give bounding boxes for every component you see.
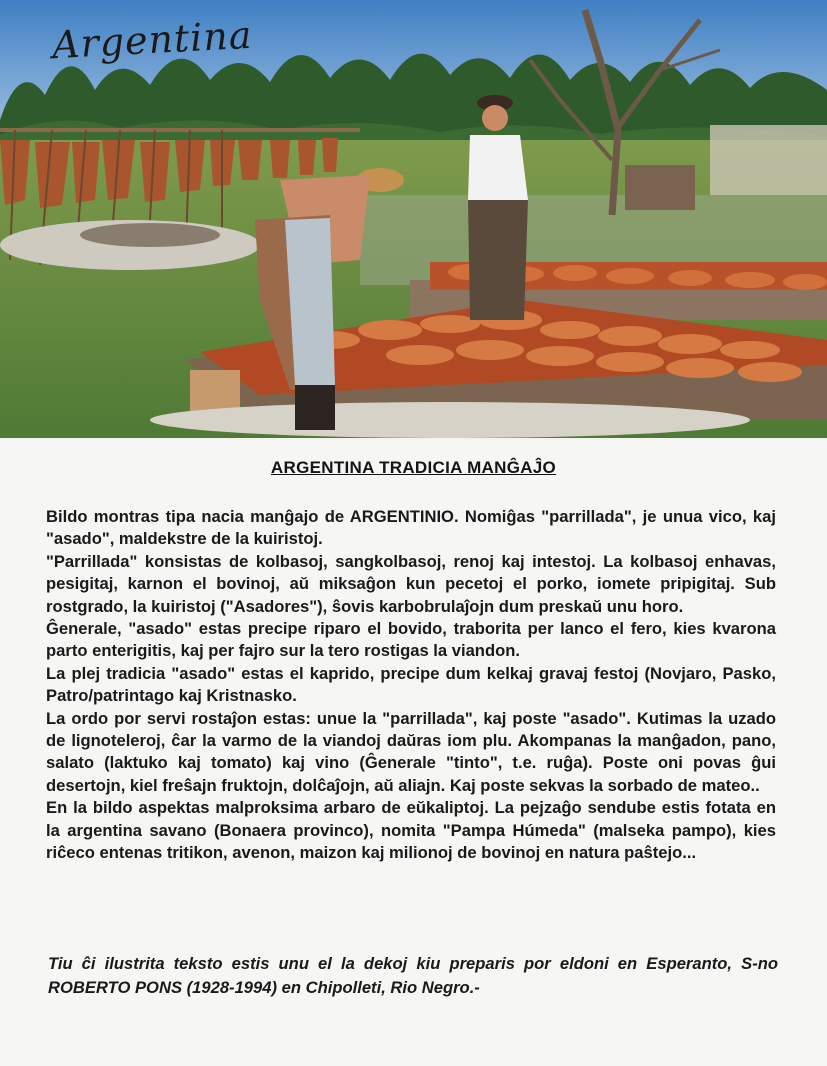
article-heading: ARGENTINA TRADICIA MANĜAĴO [270,458,557,477]
paragraph: En la bildo aspektas malproksima arbaro de eŭkaliptoj. La pejzaĝo sendube estis fotata en la argentina savano (Bonaera provinco), nomita "Pampa Húmeda" (malseka pampo), kies riĉeco entenas tritikon, avenon, maizon kaj milionoj de bovinoj en natura paŝtejo... [46,798,776,863]
paragraph: Bildo montras tipa nacia manĝajo de ARGENTINIO. Nomiĝas "parrillada", je unua vico, kaj "asado", maldekstre de la kuiristoj. [46,507,776,549]
author-credit: Tiu ĉi ilustrita teksto estis unu el la dekoj kiu preparis por eldoni en Esperanto, S-no ROBERTO PONS (1928-1994) en Chipolleti, Rio Negro.- [48,954,778,997]
paragraph: "Parrillada" konsistas de kolbasoj, sangkolbasoj, renoj kaj intestoj. La kolbasoj enhavas, pesigitaj, karnon el bovinoj, aŭ miksaĝon kun pecetoj el porko, iomete pripigitaj. Sub rostgrado, la kuiristoj ("Asadores"), ŝovis karbobrulaĵojn dum preskaŭ unu horo. [46,551,776,616]
asado-photo [0,0,827,438]
paragraph: La plej tradicia "asado" estas el kaprido, precipe dum kelkaj gravaj festoj (Novjaro, Pasko, Patro/patrintago kaj Kristnasko. [46,663,776,706]
pampa-scene-illustration [0,0,827,438]
handwritten-caption: Argentina [50,12,254,68]
paragraph: La ordo por servi rostaĵon estas: unue la "parrillada", kaj poste "asado". Kutimas la uzado de lignoteleroj, ĉar la varmo de la viandoj daŭras iom plu. Akompanas la manĝadon, pano, salato (laktuko kaj tomato) kaj vino (Ĝenerale "tinto", t.e. ruĝa). Poste oni povas ĝui desertojn, kiel freŝajn fruktojn, dolĉaĵojn, aŭ aliajn. Kaj poste sekvas la sorbado de mateo.. [46,708,776,795]
paragraph: Ĝenerale, "asado" estas precipe riparo el bovido, traborita per lanco el fero, kies kvarona parto enterigitis, kaj per fajro sur la tero rostigas la viandon. [46,619,776,661]
text-panel [0,440,827,1066]
article-body [46,506,776,865]
